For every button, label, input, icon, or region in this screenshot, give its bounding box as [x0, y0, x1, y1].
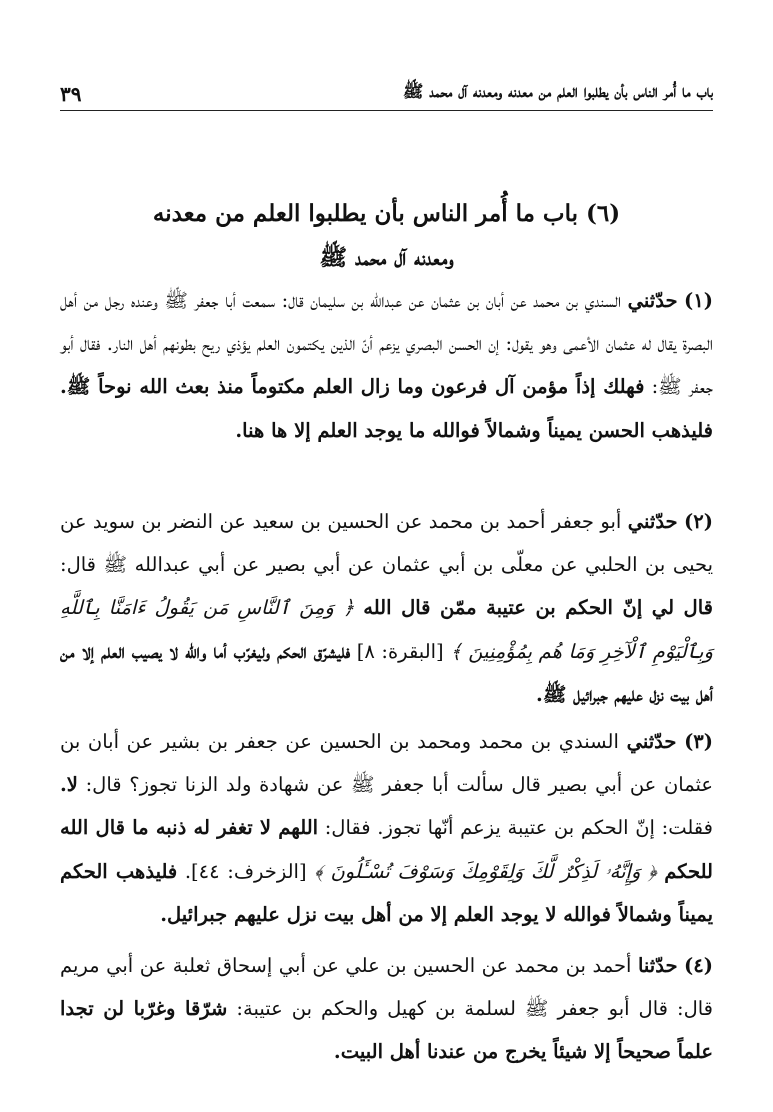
quran-verse: ﴿ وَإِنَّهُۥ لَذِكْرٌ لَّكَ وَلِقَوْمِكَ وَسَوْفَ تُسْـَٔلُونَ ﴾ [314, 859, 657, 883]
quran-reference: [البقرة: ٨] [356, 639, 444, 663]
hadith-lead: حدّثني [627, 510, 678, 533]
hadith-text: أحمد بن محمد عن الحسين بن علي عن أبي إسحاق ثعلبة عن أبي مريم قال: قال أبو جعفر ﷺ لسلمة بن كهيل والحكم بن عتيبة: [60, 954, 713, 1021]
hadith-saying: شرّقا وغرّبا لن تجدا علماً صحيحاً إلا شيئاً يخرج من عندنا أهل البيت. [60, 997, 713, 1064]
chapter-title [60, 192, 713, 280]
hadith-4 [60, 944, 713, 1074]
hadith-lead: حدّثني [626, 730, 677, 753]
hadith-lead: حدّثني [627, 289, 678, 312]
header-title: باب ما أُمر الناس بأن يطلبوا العلم من معدنه ومعدنه آل محمد ﷺ [402, 82, 713, 102]
quran-reference: [الزخرف: ٤٤]. [184, 859, 307, 883]
hadith-saying: فليشرّق الحكم وليغرّب أما والله لا يصيب العلم إلا من أهل بيت نزل عليهم جبرائيل ﷺ. [60, 639, 713, 706]
hadith-2 [60, 500, 713, 716]
quran-verse: ﴿ وَمِنَ ٱلنَّاسِ مَن يَقُولُ ءَامَنَّا بِٱللَّهِ وَبِٱلْيَوْمِ ٱلْآخِرِ وَمَا هُم بِمُؤْمِنِينَ ﴾ [60, 596, 713, 663]
page-number: ٣٩ [60, 82, 82, 106]
hadith-saying: لا. [60, 773, 78, 797]
hadith-number: (١) [684, 289, 713, 312]
hadith-text: فقلت: إنّ الحكم بن عتيبة يزعم أنّها تجوز. فقال: [324, 816, 713, 840]
hadith-number: (٤) [684, 954, 713, 977]
hadith-saying: فهلك إذاً مؤمن آل فرعون وما زال العلم مكتوماً منذ بعث الله نوحاً ﷺ. فليذهب الحسن يميناً وشمالاً فوالله ما يوجد العلم إلا ها هنا. [60, 375, 713, 442]
hadith-saying: فليذهب الحكم يميناً وشمالاً فوالله لا يوجد العلم إلا من أهل بيت نزل عليهم جبرائيل. [60, 859, 713, 926]
hadith-text: أبو جعفر أحمد بن محمد عن الحسين بن سعيد عن النضر بن سويد عن يحيى بن الحلبي عن معلّى بن أبي عثمان عن أبي بصير عن أبي عبدالله ﷺ قال: [60, 510, 713, 577]
chapter-title-line-1: (٦) باب ما أُمر الناس بأن يطلبوا العلم من معدنه [152, 200, 621, 227]
hadith-number: (٢) [684, 510, 713, 533]
hadith-1 [60, 279, 713, 452]
hadith-saying: اللهم لا تغفر له ذنبه ما قال الله للحكم [60, 816, 713, 883]
hadith-number: (٣) [684, 730, 714, 753]
hadith-lead: حدّثنا [637, 954, 678, 977]
hadith-3 [60, 720, 713, 936]
hadith-text: السندي بن محمد عن أبان بن عثمان عن عبدالله بن سليمان قال: سمعت أبا جعفر ﷺ وعنده رجل من أهل البصرة يقال له عثمان الأعمى وهو يقول: إن الحسن البصري يزعم أنّ الذين يكتمون العلم يؤذي ريح بطونهم أهل النار. فقال أبو جعفر ﷺ: [60, 289, 713, 399]
hadith-saying: قال لي إنّ الحكم بن عتيبة ممّن قال الله [363, 596, 713, 620]
chapter-title-line-2: ومعدنه آل محمد ﷺ [319, 244, 454, 271]
running-header [60, 70, 713, 111]
hadith-text: السندي بن محمد ومحمد بن الحسين عن جعفر بن بشير عن أبان بن عثمان عن أبي بصير قال سألت أبا جعفر ﷺ عن شهادة ولد الزنا تجوز؟ قال: [60, 730, 713, 797]
